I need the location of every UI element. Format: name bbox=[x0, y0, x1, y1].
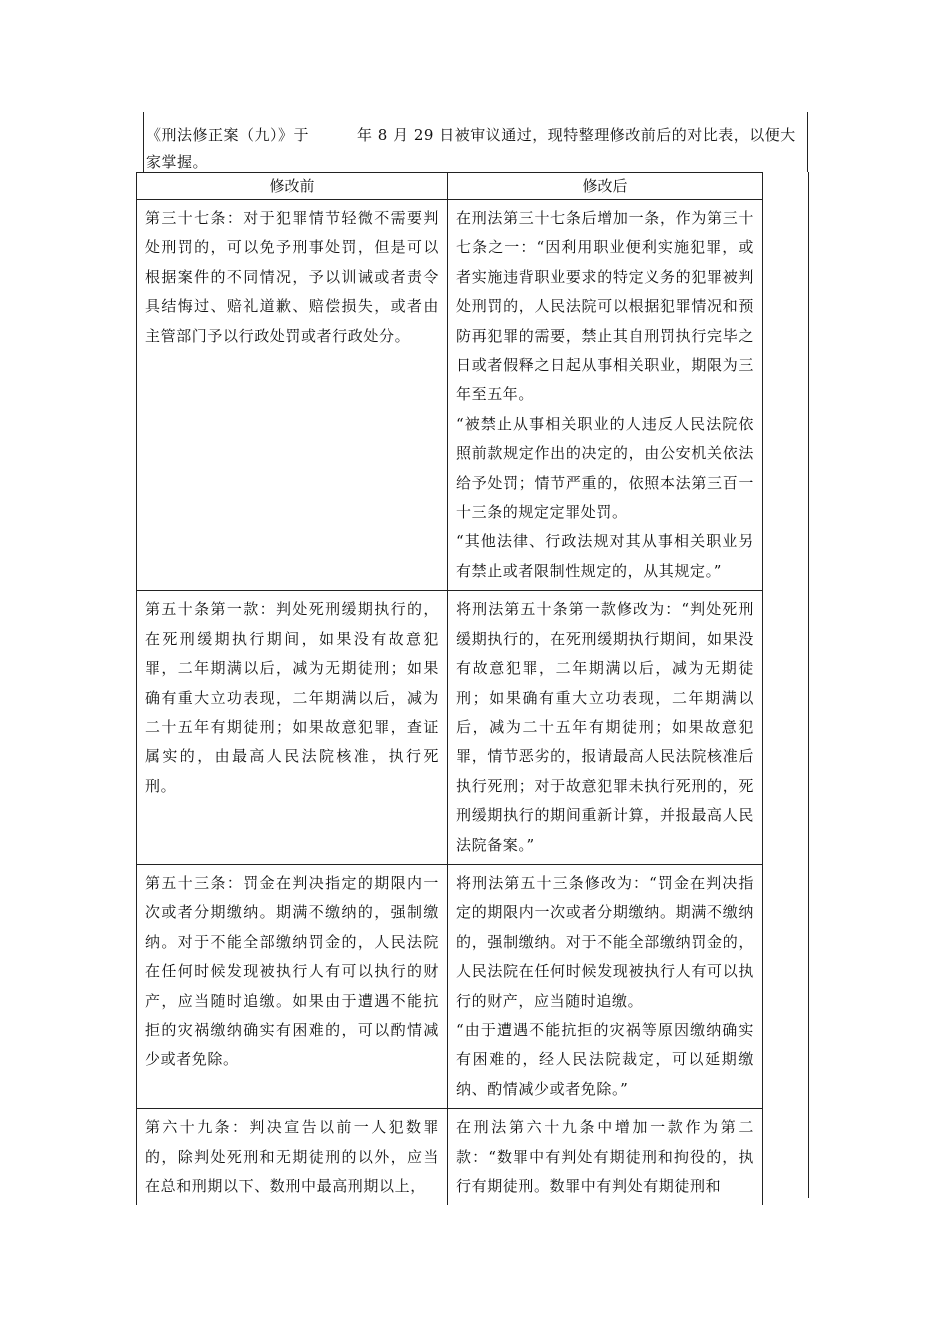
table-row bbox=[137, 864, 763, 1108]
table-row bbox=[137, 1109, 763, 1206]
outer-right-border bbox=[808, 172, 809, 1198]
paragraph: 将刑法第五十条第一款修改为：“判处死刑缓期执行的，在死刑缓期执行期间，如果没有故意犯罪，二年期满以后，减为无期徒刑；如果确有重大立功表现，二年期满以后，减为二十五年有期徒刑；如果故意犯罪，情节恶劣的，报请最高人民法院核准后执行死刑；对于故意犯罪未执行死刑的，死刑缓期执行的期间重新计算，并报最高人民法院备案。” bbox=[456, 600, 754, 854]
paragraph: 在刑法第三十七条后增加一条，作为第三十七条之一：“因利用职业便利实施犯罪，或者实施违背职业要求的特定义务的犯罪被判处刑罚的，人民法院可以根据犯罪情况和预防再犯罪的需要，禁止其自刑罚执行完毕之日或者假释之日起从事相关职业，期限为三年至五年。 bbox=[456, 209, 754, 404]
table-row bbox=[137, 591, 763, 865]
comparison-table bbox=[136, 172, 763, 1205]
header-before: 修改前 bbox=[137, 173, 448, 200]
cell-before-art50: 第五十条第一款：判处死刑缓期执行的，在死刑缓期执行期间，如果没有故意犯罪，二年期满以后，减为无期徒刑；如果确有重大立功表现，二年期满以后，减为二十五年有期徒刑；如果故意犯罪，查证属实的，由最高人民法院核准，执行死刑。 bbox=[137, 591, 448, 865]
cell-before-art37: 第三十七条：对于犯罪情节轻微不需要判处刑罚的，可以免予刑事处罚，但是可以根据案件的不同情况，予以训诫或者责令具结悔过、赔礼道歉、赔偿损失，或者由主管部门予以行政处罚或者行政处分。 bbox=[137, 200, 448, 591]
cell-after-art69 bbox=[448, 1109, 763, 1206]
intro-part2: 年 8 月 29 日被审议通过，现特整理修改前后的对比表，以便大家掌握。 bbox=[146, 126, 796, 171]
paragraph: 将刑法第五十三条修改为：“罚金在判决指定的期限内一次或者分期缴纳。期满不缴纳的，强制缴纳。对于不能全部缴纳罚金的，人民法院在任何时候发现被执行人有可以执行的财产，应当随时追缴。 bbox=[456, 873, 754, 1010]
cell-after-art50 bbox=[448, 591, 763, 865]
paragraph: “其他法律、行政法规对其从事相关职业另有禁止或者限制性规定的，从其规定。” bbox=[456, 532, 754, 580]
paragraph: “被禁止从事相关职业的人违反人民法院依照前款规定作出的决定的，由公安机关依法给予处罚；情节严重的，依照本法第三百一十三条的规定定罪处罚。 bbox=[456, 414, 754, 522]
table-row bbox=[137, 200, 763, 591]
paragraph: “由于遭遇不能抗拒的灾祸等原因缴纳确实有困难的，经人民法院裁定，可以延期缴纳、酌情减少或者免除。” bbox=[456, 1020, 754, 1098]
cell-before-art53: 第五十三条：罚金在判决指定的期限内一次或者分期缴纳。期满不缴纳的，强制缴纳。对于不能全部缴纳罚金的，人民法院在任何时候发现被执行人有可以执行的财产，应当随时追缴。如果由于遭遇不能抗拒的灾祸缴纳确实有困难的，可以酌情减少或者免除。 bbox=[137, 864, 448, 1108]
cell-after-art53 bbox=[448, 864, 763, 1108]
intro-paragraph bbox=[146, 122, 808, 176]
table-header-row bbox=[137, 173, 763, 200]
cell-before-art69: 第六十九条：判决宣告以前一人犯数罪的，除判处死刑和无期徒刑的以外，应当在总和刑期以下、数刑中最高刑期以上， bbox=[137, 1109, 448, 1206]
intro-part1: 《刑法修正案（九）》于 bbox=[146, 126, 310, 144]
header-after: 修改后 bbox=[448, 173, 763, 200]
cell-after-art37 bbox=[448, 200, 763, 591]
paragraph: 在刑法第六十九条中增加一款作为第二款：“数罪中有判处有期徒刑和拘役的，执行有期徒刑。数罪中有判处有期徒刑和 bbox=[456, 1118, 754, 1195]
